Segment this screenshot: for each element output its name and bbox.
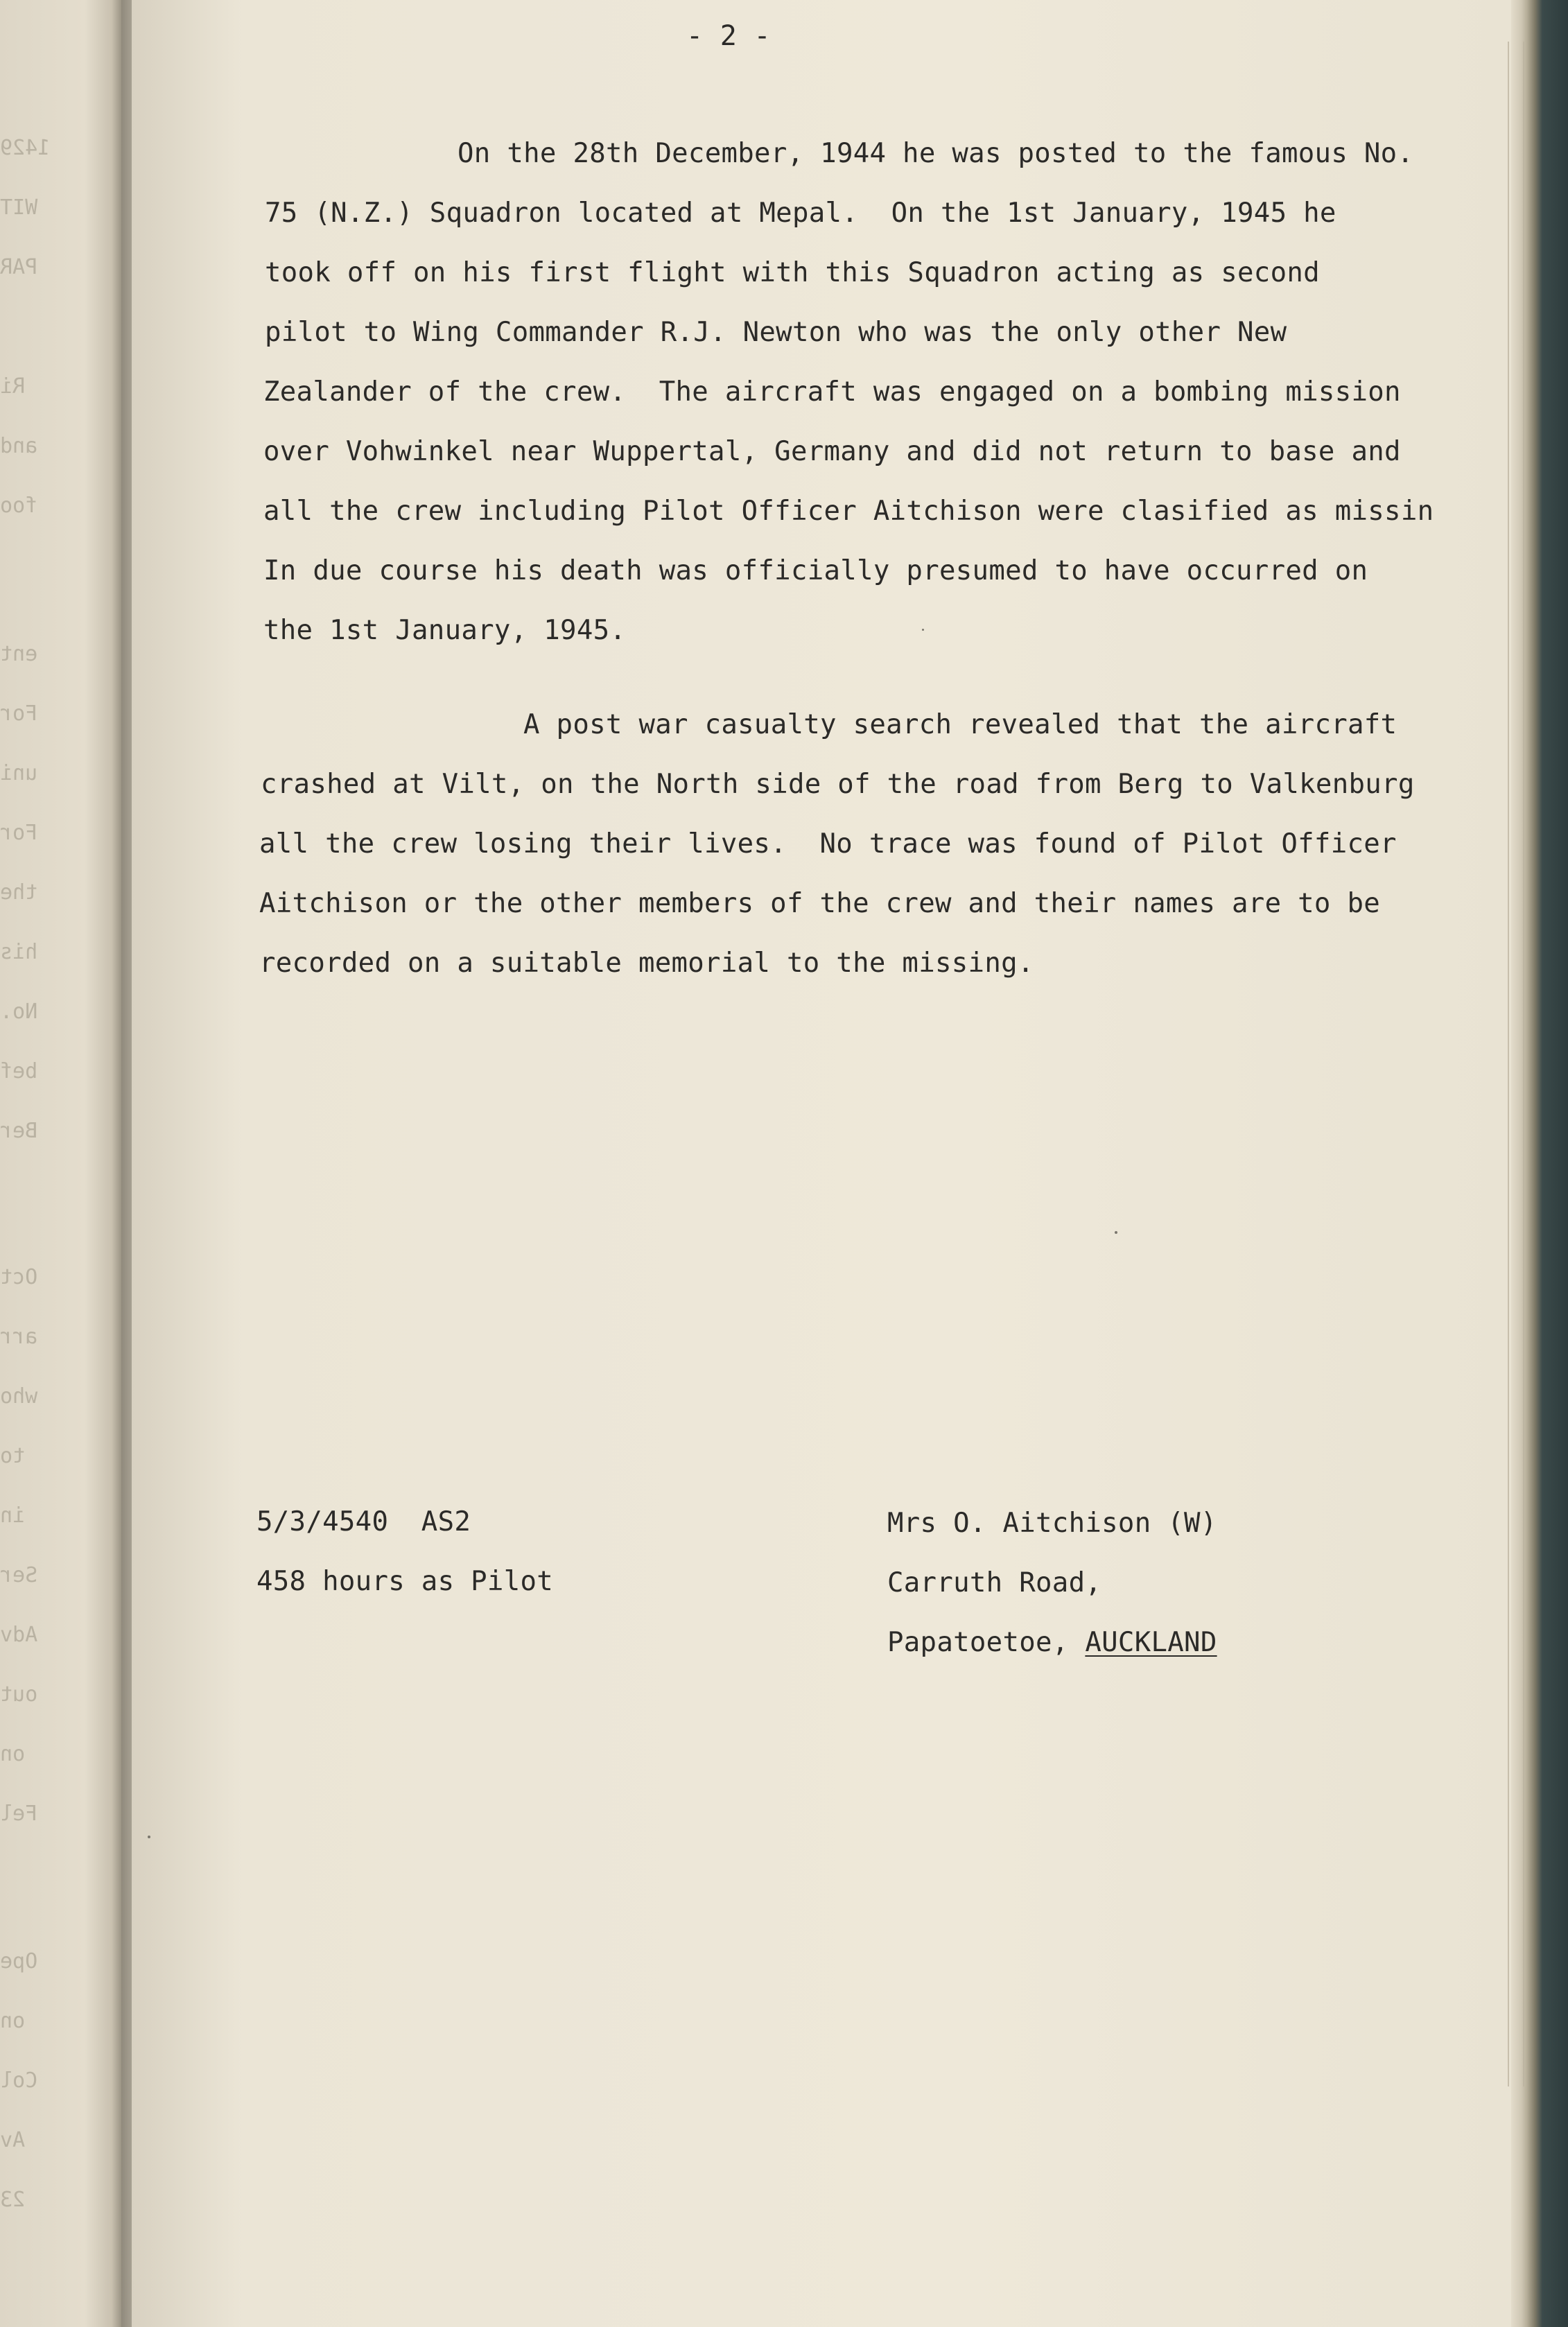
page-stack-edge <box>1508 42 1524 2086</box>
ghost-line: to <box>0 1444 26 1468</box>
paragraph-line: the 1st January, 1945. <box>263 615 627 646</box>
ghost-line: 1429 <box>0 136 51 160</box>
ghost-line: 23 <box>0 2188 26 2212</box>
ghost-line: on <box>0 1742 26 1766</box>
recipient-suburb-line <box>887 1629 1217 1656</box>
ghost-line: Fel <box>0 1802 38 1826</box>
paragraph-line: Aitchison or the other members of the crew and their names are to be <box>259 888 1381 919</box>
ghost-line: Col <box>0 2068 38 2093</box>
paragraph-line: pilot to Wing Commander R.J. Newton who was the only other New <box>265 317 1287 348</box>
ghost-line: Adv <box>0 1623 38 1647</box>
left-page-ghost-text <box>0 0 121 2327</box>
ghost-line: in <box>0 1504 26 1528</box>
paragraph-line: recorded on a suitable memorial to the missing. <box>259 948 1034 979</box>
paper-speck <box>1115 1231 1117 1234</box>
ghost-line: Av <box>0 2128 26 2152</box>
ghost-line: arr <box>0 1325 38 1349</box>
ghost-line: Ber <box>0 1119 38 1143</box>
ghost-line: out <box>0 1682 38 1707</box>
ghost-line: Oct <box>0 1265 38 1289</box>
paragraph-line: In due course his death was officially presumed to have occurred on <box>263 555 1368 586</box>
ghost-line: ent <box>0 642 38 666</box>
ghost-line: Ope <box>0 1949 38 1973</box>
ghost-line: uni <box>0 761 38 785</box>
ghost-line: foo <box>0 494 38 518</box>
recipient-suburb: Papatoetoe, <box>887 1627 1086 1658</box>
recipient-road: Carruth Road, <box>887 1567 1102 1598</box>
paragraph-line: took off on his first flight with this Squadron acting as second <box>265 257 1320 288</box>
paragraph-line: A post war casualty search revealed that the aircraft <box>523 709 1397 740</box>
recipient-name: Mrs O. Aitchison (W) <box>887 1508 1217 1539</box>
paragraph-line: Zealander of the crew. The aircraft was engaged on a bombing mission <box>263 376 1401 408</box>
flying-hours: 458 hours as Pilot <box>256 1566 554 1597</box>
paragraph-line: On the 28th December, 1944 he was posted to the famous No. <box>458 138 1414 169</box>
page-number: - 2 - <box>686 20 771 52</box>
ghost-line: who <box>0 1384 38 1409</box>
paragraph-line: 75 (N.Z.) Squadron located at Mepal. On the 1st January, 1945 he <box>265 198 1336 229</box>
ghost-line: on <box>0 2009 26 2033</box>
ghost-line: WIT <box>0 195 38 220</box>
ghost-line: his <box>0 940 38 964</box>
paragraph-line: over Vohwinkel near Wuppertal, Germany and did not return to base and <box>263 436 1401 467</box>
ghost-line: For <box>0 701 38 726</box>
reference-number: 5/3/4540 AS2 <box>256 1506 471 1537</box>
paragraph-line: crashed at Vilt, on the North side of the road from Berg to Valkenburg <box>261 769 1415 800</box>
ghost-line: bef <box>0 1059 38 1083</box>
document-page <box>132 0 1511 2327</box>
recipient-city: AUCKLAND <box>1085 1627 1217 1658</box>
ghost-line: and <box>0 434 38 458</box>
paragraph-line: all the crew losing their lives. No trace was found of Pilot Officer <box>259 828 1397 860</box>
paper-speck <box>148 1836 150 1838</box>
ghost-line: No. <box>0 1000 38 1024</box>
ghost-line: Ser <box>0 1563 38 1587</box>
ghost-line: For <box>0 821 38 845</box>
ghost-line: PAR <box>0 255 38 279</box>
paper-speck <box>922 629 924 631</box>
paragraph-line: all the crew including Pilot Officer Aitchison were clasified as missin <box>263 496 1434 527</box>
ghost-line: Ri <box>0 374 26 399</box>
ghost-line: the <box>0 880 38 905</box>
